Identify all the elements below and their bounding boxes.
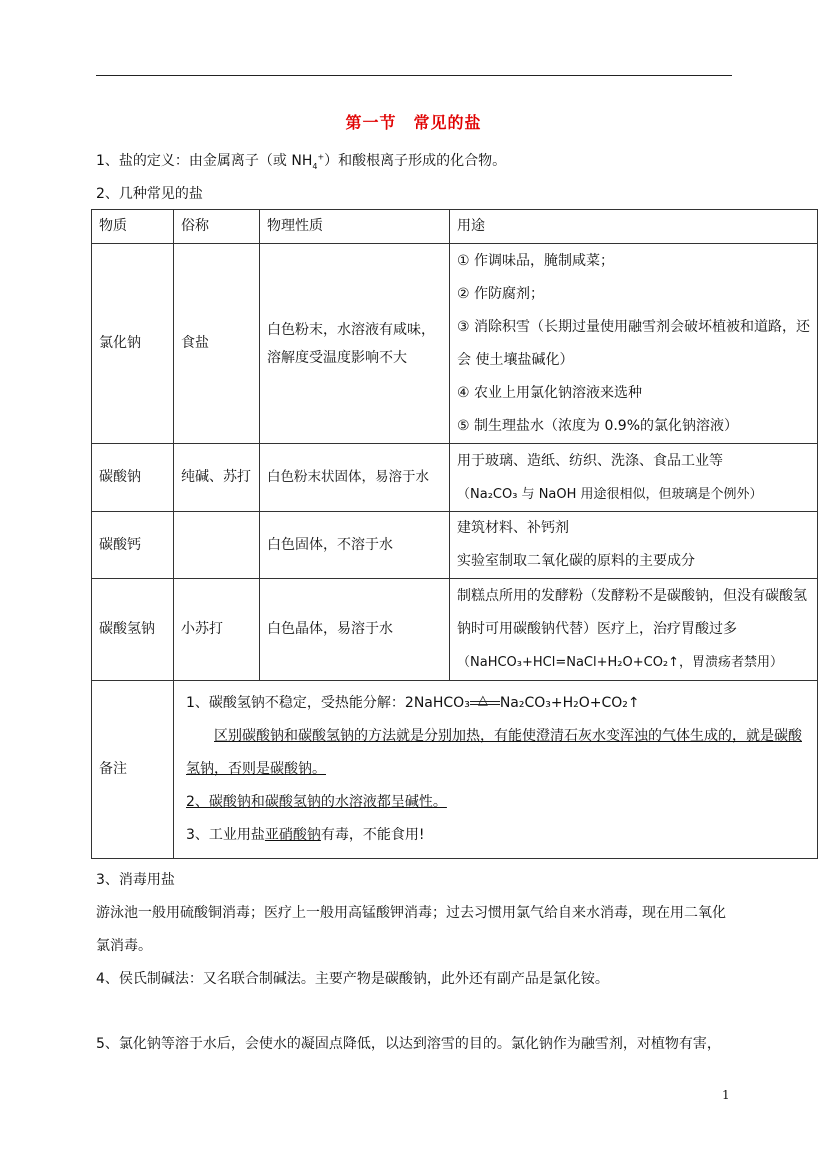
header-physical-properties: 物理性质	[260, 210, 450, 244]
note-3-pre: 3、工业用盐	[186, 827, 265, 843]
use-item: 实验室制取二氧化碳的原料的主要成分	[457, 553, 695, 569]
salts-table	[91, 209, 818, 859]
note-1-pre: 1、碳酸氢钠不稳定，受热能分解：2NaHCO₃	[186, 695, 470, 711]
row-props: 白色晶体，易溶于水	[260, 579, 450, 681]
row-name: 碳酸氢钠	[92, 579, 174, 681]
header-alias: 俗称	[174, 210, 260, 244]
use-item: ③ 消除积雪（长期过量使用融雪剂会破坏植被和道路，还会 使土壤盐碱化）	[457, 318, 810, 368]
row-uses	[450, 579, 818, 681]
heat-condition	[470, 693, 500, 710]
note-1-body-text: 区别碳酸钠和碳酸氢钠的方法就是分别加热，有能使澄清石灰水变浑浊的气体生成的，就是碳酸氢钠，否则是碳酸钠。	[186, 728, 802, 777]
section-3-body: 游泳池一般用硫酸铜消毒；医疗上一般用高锰酸钾消毒；过去习惯用氯气给自来水消毒，现在用二氧化氯消毒。	[96, 905, 726, 954]
header-rule	[96, 75, 732, 76]
note-3	[186, 819, 810, 852]
row-uses	[450, 244, 818, 444]
table-header-row	[92, 210, 818, 244]
row-name: 碳酸钠	[92, 444, 174, 512]
use-item: ② 作防腐剂；	[457, 285, 545, 302]
note-3-post: 有毒，不能食用!	[320, 827, 425, 843]
common-salts-heading: 2、几种常见的盐	[96, 186, 203, 202]
section-4: 4、侯氏制碱法：又名联合制碱法。主要产物是碳酸钠，此外还有副产品是氯化铵。	[96, 971, 609, 987]
ammonium-superscript: +	[317, 152, 325, 162]
header-substance: 物质	[92, 210, 174, 244]
row-alias: 纯碱、苏打	[174, 444, 260, 512]
table-row	[92, 444, 818, 512]
section-3	[96, 864, 736, 1061]
row-uses	[450, 444, 818, 512]
use-item: 建筑材料、补钙剂	[457, 520, 569, 536]
page-number: 1	[722, 1088, 730, 1102]
table-row	[92, 579, 818, 681]
heat-symbol: △	[477, 693, 488, 708]
table-note-row	[92, 681, 818, 859]
page-title: 第一节 常见的盐	[345, 113, 482, 132]
row-name: 氯化钠	[92, 244, 174, 444]
note-2	[186, 786, 810, 819]
note-label: 备注	[92, 681, 174, 859]
row-props: 白色固体，不溶于水	[260, 512, 450, 579]
note-2-text: 2、碳酸钠和碳酸氢钠的水溶液都呈碱性。	[186, 794, 447, 810]
note-1	[186, 687, 810, 720]
salt-definition	[96, 150, 506, 171]
header-uses: 用途	[450, 210, 818, 244]
note-content	[174, 681, 818, 859]
use-item: ⑤ 制生理盐水（浓度为 0.9%的氯化钠溶液）	[457, 417, 739, 434]
section-5: 5、氯化钠等溶于水后，会使水的凝固点降低，以达到溶雪的目的。氯化钠作为融雪剂，对植物有害，	[96, 1036, 721, 1052]
row-name: 碳酸钙	[92, 512, 174, 579]
row-uses	[450, 512, 818, 579]
use-item: 用于玻璃、造纸、纺织、洗涤、食品工业等	[457, 452, 723, 469]
use-item: （NaHCO₃+HCl=NaCl+H₂O+CO₂↑，胃溃疡者禁用）	[457, 655, 784, 670]
use-item: 制糕点所用的发酵粉（发酵粉不是碳酸钠，但没有碳酸氢钠时可用碳酸钠代替）医疗上，治疗胃酸过多	[457, 588, 807, 637]
row-alias	[174, 512, 260, 579]
table-row	[92, 512, 818, 579]
use-item: ① 作调味品，腌制咸菜；	[457, 252, 615, 269]
row-props: 白色粉末，水溶液有咸味，溶解度受温度影响不大	[260, 244, 450, 444]
ammonium-subscript: 4	[312, 161, 318, 171]
row-alias: 小苏打	[174, 579, 260, 681]
definition-text-pre: 1、盐的定义：由金属离子（或 NH	[96, 153, 313, 169]
use-item: ④ 农业上用氯化钠溶液来选种	[457, 384, 643, 401]
row-props: 白色粉末状固体，易溶于水	[260, 444, 450, 512]
use-item: （Na₂CO₃ 与 NaOH 用途很相似，但玻璃是个例外）	[457, 486, 763, 502]
note-1-post: Na₂CO₃+H₂O+CO₂↑	[499, 695, 640, 711]
section-3-title: 3、消毒用盐	[96, 872, 175, 888]
row-alias: 食盐	[174, 244, 260, 444]
table-row	[92, 244, 818, 444]
note-3-underlined: 亚硝酸钠	[264, 827, 321, 843]
note-1-body	[186, 720, 810, 786]
definition-text-post: ）和酸根离子形成的化合物。	[324, 153, 507, 169]
